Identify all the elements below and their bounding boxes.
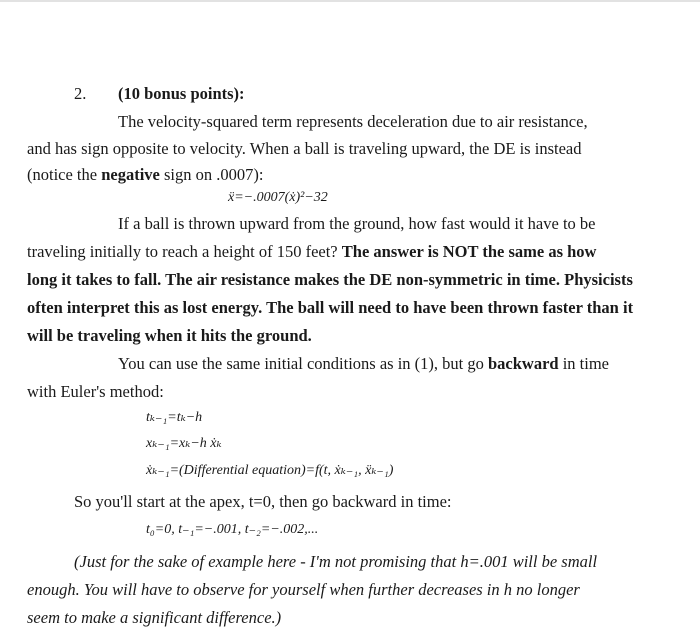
paragraph-2-line-2: traveling initially to reach a height of 150 feet? The answer is NOT the same as how [27,242,597,261]
euler-position-step: xₖ₋₁=xₖ−h ẋₖ [146,436,222,451]
note-line-1: (Just for the sake of example here - I'm not promising that h=.001 will be small [74,552,598,571]
de-equation: ẍ=−.0007(ẋ)²−32 [228,190,328,205]
paragraph-1-line-3: (notice the negative sign on .0007): [27,165,264,184]
euler-time-step: tₖ₋₁=tₖ−h [146,410,203,425]
paragraph-1-line-1: The velocity-squared term represents deceleration due to air resistance, [118,112,588,131]
paragraph-3-line-1: You can use the same initial conditions as in (1), but go backward in time [118,354,610,373]
note-line-2: enough. You will have to observe for yourself when further decreases in h no longer [27,580,580,599]
time-sequence: t₀=0, t₋₁=−.001, t₋₂=−.002,... [146,522,319,537]
paragraph-1-line-2: and has sign opposite to velocity. When a ball is traveling upward, the DE is instead [27,139,582,158]
problem-heading: (10 bonus points): [118,84,245,103]
paragraph-3-line-2: with Euler's method: [27,382,164,401]
problem-number: 2. [74,84,87,103]
paragraph-2-line-1: If a ball is thrown upward from the ground, how fast would it have to be [118,214,596,233]
paragraph-2-line-5: will be traveling when it hits the ground. [27,326,312,345]
paragraph-4: So you'll start at the apex, t=0, then go backward in time: [74,492,452,511]
note-line-3: seem to make a significant difference.) [27,608,282,627]
negative-emphasis: negative [101,165,160,184]
top-divider [0,0,700,2]
paragraph-2-line-3: long it takes to fall. The air resistance makes the DE non-symmetric in time. Physicists [27,270,633,289]
backward-emphasis: backward [488,354,559,373]
paragraph-2-line-4: often interpret this as lost energy. The ball will need to have been thrown faster than it [27,298,634,317]
euler-velocity-step: ẋₖ₋₁=(Differential equation)=f(t, ẋₖ₋₁, ẍₖ₋₁) [146,463,394,478]
